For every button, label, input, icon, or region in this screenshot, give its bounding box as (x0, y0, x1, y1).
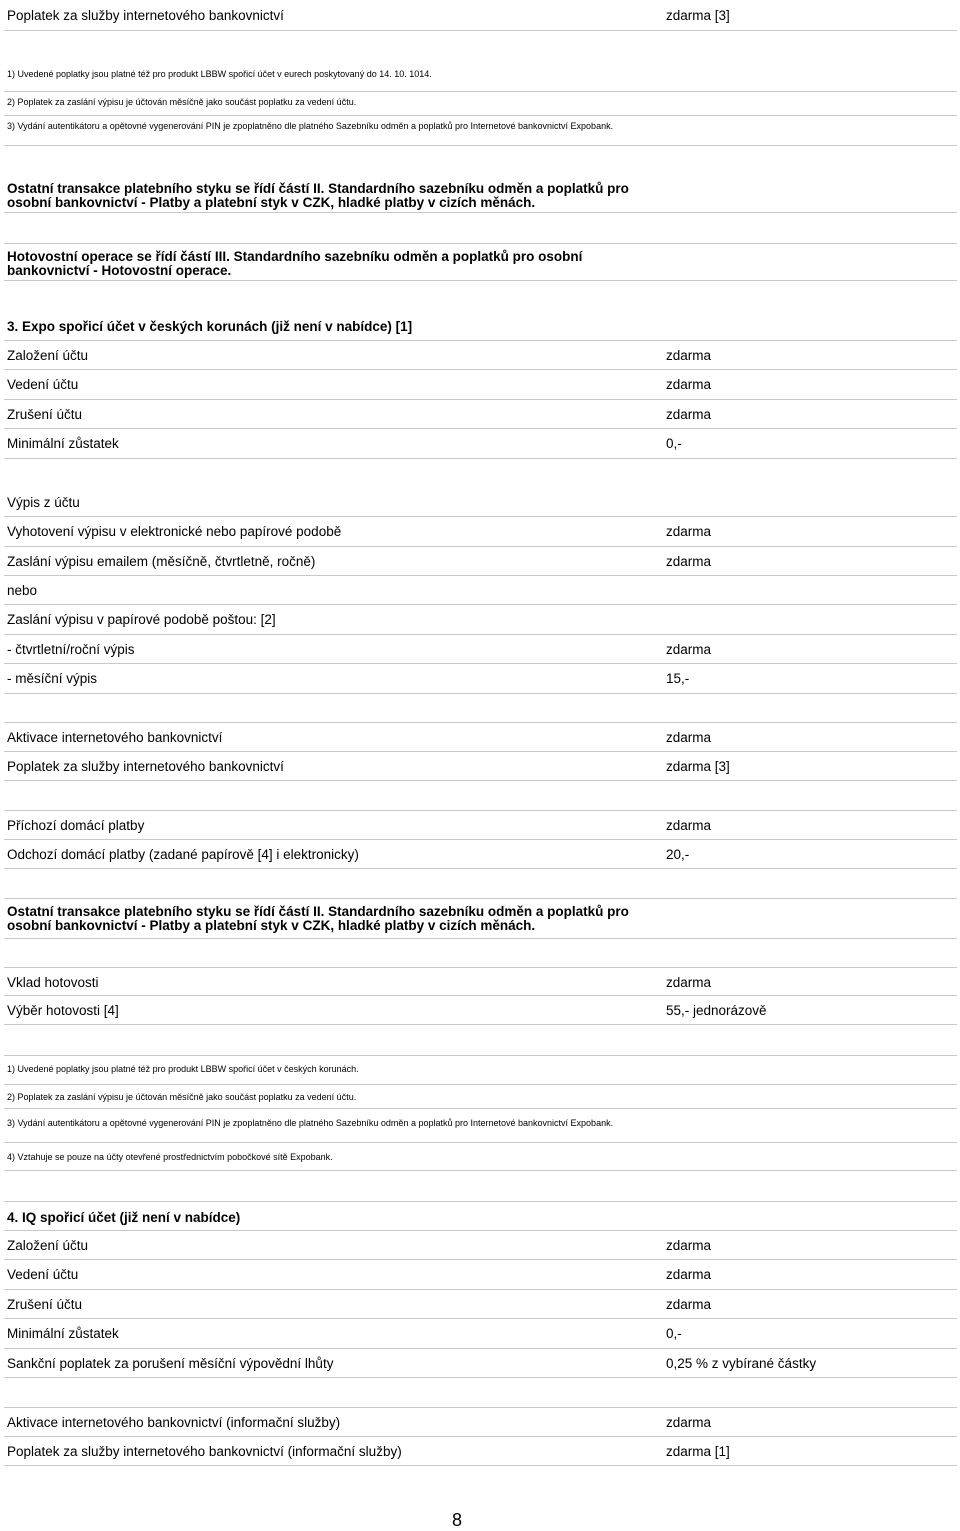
row-value: 15,- (666, 671, 690, 686)
row-label: nebo (7, 583, 38, 598)
row-label: Aktivace internetového bankovnictví (7, 730, 223, 745)
row-value: zdarma (666, 348, 712, 363)
note-heading: Ostatní transakce platebního styku se řídí částí II. Standardního sazebníku odměn a poplatků pro osobní bankovnictví - Platby a platební styk v CZK, hladké platby v cizích měnách. (7, 904, 629, 933)
table-row (4, 341, 957, 370)
row-value: zdarma (666, 642, 712, 657)
row-value: zdarma (666, 1415, 712, 1430)
row-label: Poplatek za služby internetového bankovnictví (7, 8, 284, 23)
table-row (4, 605, 957, 635)
page-number: 8 (452, 1510, 463, 1530)
row-label: Založení účtu (7, 348, 89, 363)
footnote: 1) Uvedené poplatky jsou platné též pro produkt LBBW spořicí účet v českých korunách. (7, 1064, 359, 1074)
table-row (4, 810, 957, 840)
table-row (4, 635, 957, 664)
table-row (4, 1349, 957, 1378)
row-label: Minimální zůstatek (7, 436, 119, 451)
table-row (4, 1290, 957, 1319)
row-label: - měsíční výpis (7, 671, 98, 686)
table-row (4, 967, 957, 996)
row-value: zdarma (666, 818, 712, 833)
row-label: Vyhotovení výpisu v elektronické nebo papírové podobě (7, 524, 342, 539)
note-row (4, 898, 957, 939)
row-value: 0,- (666, 436, 682, 451)
row-value: zdarma (666, 554, 712, 569)
footnote-row (4, 61, 957, 92)
row-label: Vedení účtu (7, 377, 79, 392)
table-row (4, 1407, 957, 1437)
row-value: zdarma [1] (666, 1444, 730, 1459)
footnote-row (4, 1085, 957, 1109)
footnote-row (4, 1055, 957, 1085)
row-label: Minimální zůstatek (7, 1326, 119, 1341)
footnote-row (4, 1143, 957, 1171)
footnote: 2) Poplatek za zaslání výpisu je účtován měsíčně jako součást poplatku za vedení účtu. (7, 1092, 357, 1102)
footnote: 2) Poplatek za zaslání výpisu je účtován měsíčně jako součást poplatku za vedení účtu. (7, 97, 357, 107)
row-value: zdarma (666, 1267, 712, 1282)
table-row (4, 488, 957, 517)
row-value: zdarma (666, 730, 712, 745)
row-label: Zaslání výpisu v papírové podobě poštou: [2] (7, 612, 276, 627)
table-row (4, 547, 957, 576)
note-heading: Ostatní transakce platebního styku se řídí částí II. Standardního sazebníku odměn a poplatků pro osobní bankovnictví - Platby a platební styk v CZK, hladké platby v cizích měnách. (7, 181, 629, 210)
row-value: zdarma (666, 377, 712, 392)
row-value: zdarma (666, 1238, 712, 1253)
section-title: 3. Expo spořicí účet v českých korunách (již není v nabídce) [1] (7, 319, 413, 334)
footnote-row (4, 116, 957, 146)
row-label: Poplatek za služby internetového bankovnictví (7, 759, 284, 774)
table-row (4, 576, 957, 605)
row-label: Výpis z účtu (7, 495, 80, 510)
table-row (4, 517, 957, 547)
row-value: 0,- (666, 1326, 682, 1341)
table-row (4, 1437, 957, 1466)
row-label: Poplatek za služby internetového bankovnictví (informační služby) (7, 1444, 402, 1459)
table-row (4, 664, 957, 694)
row-label: Vklad hotovosti (7, 975, 99, 990)
note-row (4, 243, 957, 281)
row-label: Zrušení účtu (7, 407, 83, 422)
table-row (4, 722, 957, 752)
section-title: 4. IQ spořicí účet (již není v nabídce) (7, 1210, 241, 1225)
row-label: - čtvrtletní/roční výpis (7, 642, 135, 657)
row-label: Příchozí domácí platby (7, 818, 145, 833)
row-label: Založení účtu (7, 1238, 89, 1253)
table-row (4, 996, 957, 1025)
footnote-row (4, 92, 957, 116)
row-label: Vedení účtu (7, 1267, 79, 1282)
row-label: Zaslání výpisu emailem (měsíčně, čtvrtletně, ročně) (7, 554, 316, 569)
row-label: Zrušení účtu (7, 1297, 83, 1312)
row-label: Aktivace internetového bankovnictví (informační služby) (7, 1415, 341, 1430)
row-label: Výběr hotovosti [4] (7, 1003, 119, 1018)
row-label: Odchozí domácí platby (zadané papírově [4] i elektronicky) (7, 847, 359, 862)
row-value: zdarma (666, 1297, 712, 1312)
table-row (4, 400, 957, 429)
table-row (4, 429, 957, 459)
row-value: zdarma (666, 407, 712, 422)
table-row (4, 370, 957, 400)
footnote-row (4, 1109, 957, 1143)
footnote: 1) Uvedené poplatky jsou platné též pro produkt LBBW spořicí účet v eurech poskytovaný do 14. 10. 1014. (7, 69, 432, 79)
table-row (4, 752, 957, 781)
note-heading: Hotovostní operace se řídí částí III. Standardního sazebníku odměn a poplatků pro osobní bankovnictví - Hotovostní operace. (7, 249, 583, 278)
row-value: zdarma [3] (666, 8, 730, 23)
footnote: 3) Vydání autentikátoru a opětovné vygenerování PIN je zpoplatněno dle platného Sazebníku odměn a poplatků pro Internetové bankovnictví Expobank. (7, 1118, 614, 1128)
row-value: 55,- jednorázově (666, 1003, 767, 1018)
table-row (4, 1260, 957, 1290)
table-row (4, 1319, 957, 1349)
footnote: 4) Vztahuje se pouze na účty otevřené prostřednictvím pobočkové sítě Expobank. (7, 1152, 333, 1162)
section-title-row (4, 311, 957, 341)
note-row (4, 176, 957, 213)
table-row (4, 0, 957, 31)
row-value: zdarma [3] (666, 759, 730, 774)
table-row (4, 840, 957, 869)
row-value: zdarma (666, 524, 712, 539)
footnote: 3) Vydání autentikátoru a opětovné vygenerování PIN je zpoplatněno dle platného Sazebníku odměn a poplatků pro Internetové bankovnictví Expobank. (7, 121, 614, 131)
table-row (4, 1231, 957, 1260)
row-value: zdarma (666, 975, 712, 990)
row-label: Sankční poplatek za porušení měsíční výpovědní lhůty (7, 1356, 334, 1371)
row-value: 0,25 % z vybírané částky (666, 1356, 817, 1371)
row-value: 20,- (666, 847, 690, 862)
section-title-row (4, 1201, 957, 1231)
